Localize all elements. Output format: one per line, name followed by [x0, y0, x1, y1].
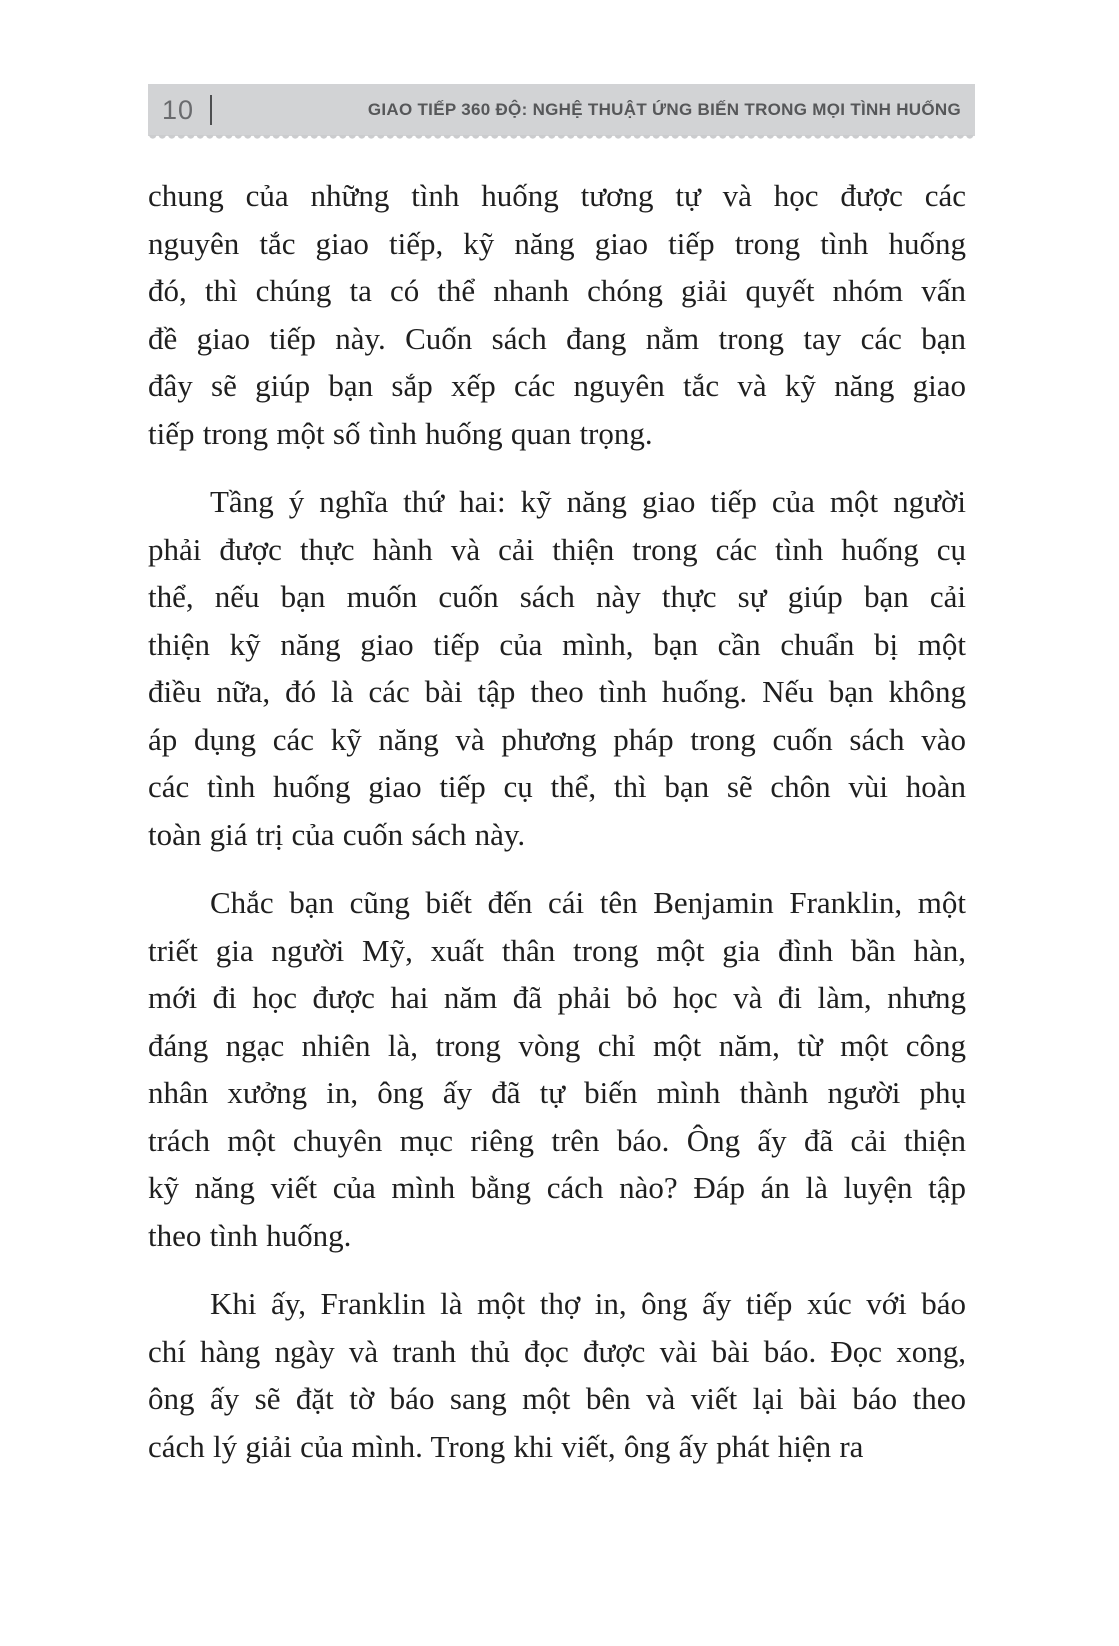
text-line: ông ấy sẽ đặt tờ báo sang một bên và viết lại bài báo theo: [148, 1381, 966, 1416]
text-line: Khi ấy, Franklin là một thợ in, ông ấy tiếp xúc với báo: [210, 1286, 966, 1321]
text-line: thể, nếu bạn muốn cuốn sách này thực sự giúp bạn cải: [148, 579, 966, 614]
text-line: điều nữa, đó là các bài tập theo tình huống. Nếu bạn không: [148, 674, 966, 709]
text-line: nguyên tắc giao tiếp, kỹ năng giao tiếp trong tình huống: [148, 225, 966, 261]
text-line: kỹ năng viết của mình bằng cách nào? Đáp án là luyện tập: [148, 1170, 966, 1205]
text-line: cách lý giải của mình. Trong khi viết, ông ấy phát hiện ra: [148, 1428, 864, 1464]
text-line: chung của những tình huống tương tự và học được các: [148, 178, 966, 213]
paragraph: [148, 879, 966, 1259]
body-text: [148, 172, 966, 1491]
text-line: thiện kỹ năng giao tiếp của mình, bạn cần chuẩn bị một: [148, 626, 966, 662]
paragraph: [148, 1280, 966, 1470]
page-number: 10: [162, 94, 195, 125]
paragraph: [148, 172, 966, 457]
text-line: chí hàng ngày và tranh thủ đọc được vài bài báo. Đọc xong,: [148, 1333, 966, 1369]
text-line: đề giao tiếp này. Cuốn sách đang nằm trong tay các bạn: [148, 320, 966, 356]
text-line: theo tình huống.: [148, 1217, 352, 1253]
page-header-band: [148, 84, 975, 136]
text-line: trách một chuyên mục riêng trên báo. Ông ấy đã cải thiện: [148, 1122, 966, 1158]
text-line: tiếp trong một số tình huống quan trọng.: [148, 415, 653, 451]
text-line: toàn giá trị của cuốn sách này.: [148, 816, 526, 852]
text-line: Chắc bạn cũng biết đến cái tên Benjamin Franklin, một: [210, 885, 966, 920]
text-line: các tình huống giao tiếp cụ thể, thì bạn sẽ chôn vùi hoàn: [148, 769, 966, 804]
text-line: nhân xưởng in, ông ấy đã tự biến mình thành người phụ: [148, 1075, 966, 1110]
paragraph: [148, 478, 966, 858]
text-line: phải được thực hành và cải thiện trong các tình huống cụ: [148, 531, 966, 567]
text-line: áp dụng các kỹ năng và phương pháp trong cuốn sách vào: [148, 721, 966, 757]
text-line: Tầng ý nghĩa thứ hai: kỹ năng giao tiếp của một người: [210, 484, 966, 519]
text-line: triết gia người Mỹ, xuất thân trong một gia đình bần hàn,: [148, 932, 966, 968]
text-line: đây sẽ giúp bạn sắp xếp các nguyên tắc và kỹ năng giao: [148, 368, 966, 403]
text-line: đó, thì chúng ta có thể nhanh chóng giải quyết nhóm vấn: [148, 273, 966, 308]
text-line: đáng ngạc nhiên là, trong vòng chỉ một năm, từ một công: [148, 1027, 966, 1063]
text-line: mới đi học được hai năm đã phải bỏ học và đi làm, nhưng: [148, 980, 966, 1015]
running-title: GIAO TIẾP 360 ĐỘ: NGHỆ THUẬT ỨNG BIẾN TRONG MỌI TÌNH HUỐNG: [367, 100, 961, 119]
